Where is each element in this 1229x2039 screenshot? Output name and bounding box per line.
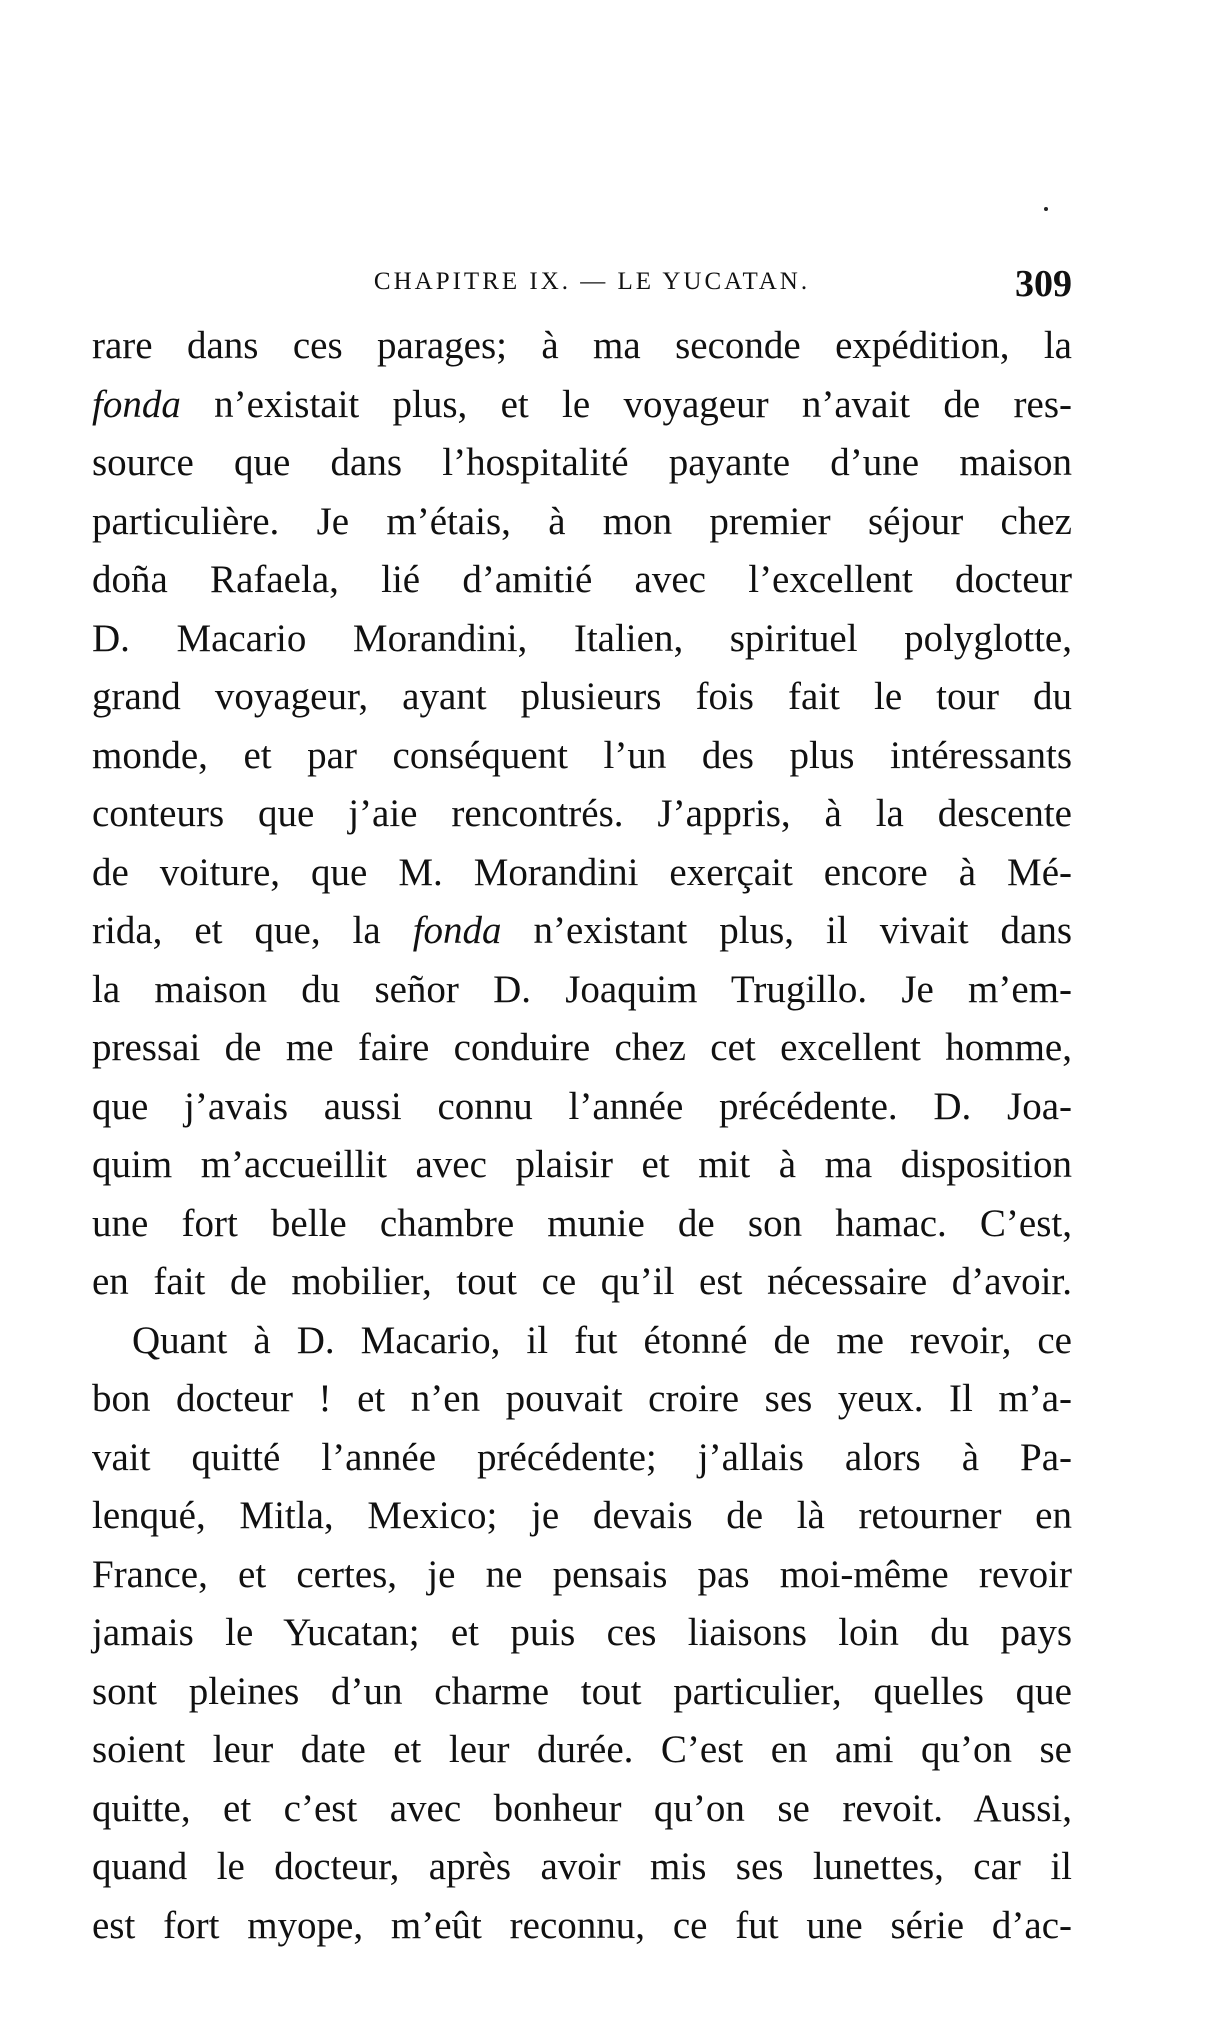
text-line (92, 668, 1072, 727)
text-line (92, 1019, 1072, 1078)
text-segment: sont pleines d’un charme tout particulier, quelles que (92, 1669, 1072, 1713)
text-line (92, 1429, 1072, 1488)
text-segment: une fort belle chambre munie de son hamac. C’est, (92, 1201, 1072, 1245)
text-line (92, 902, 1072, 961)
text-segment: particulière. Je m’étais, à mon premier séjour chez (92, 499, 1072, 543)
page-number: 309 (1015, 263, 1072, 305)
text-line (92, 1487, 1072, 1546)
text-line (92, 1253, 1072, 1312)
text-line (92, 1780, 1072, 1839)
text-segment: lenqué, Mitla, Mexico; je devais de là retourner en (92, 1494, 1072, 1537)
text-line (92, 1604, 1072, 1663)
text-segment: jamais le Yucatan; et puis ces liaisons loin du pays (92, 1611, 1072, 1654)
text-segment: est fort myope, m’eût reconnu, ce fut une série d’ac- (92, 1903, 1072, 1947)
text-line (92, 727, 1072, 786)
text-segment: conteurs que j’aie rencontrés. J’appris, à la descente (92, 792, 1072, 835)
text-segment: monde, et par conséquent l’un des plus intéressants (92, 733, 1072, 777)
text-segment: quand le docteur, après avoir mis ses lunettes, car il (92, 1845, 1072, 1888)
ink-speck (1044, 207, 1048, 211)
text-line (92, 1370, 1072, 1429)
text-segment: source que dans l’hospitalité payante d’une maison (92, 441, 1072, 484)
running-title: CHAPITRE IX. — LE YUCATAN. (373, 268, 811, 295)
text-line (92, 844, 1072, 903)
text-segment: bon docteur ! et n’en pouvait croire ses yeux. Il m’a- (92, 1377, 1072, 1420)
text-segment: D. Macario Morandini, Italien, spirituel polyglotte, (92, 616, 1072, 660)
text-segment: soient leur date et leur durée. C’est en ami qu’on se (92, 1728, 1072, 1771)
text-segment: rare dans ces parages; à ma seconde expédition, la (92, 324, 1072, 367)
text-line (92, 493, 1072, 552)
text-line (92, 610, 1072, 669)
page-header (92, 262, 1072, 306)
text-segment: quitte, et c’est avec bonheur qu’on se revoit. Aussi, (92, 1786, 1072, 1830)
text-line (92, 1546, 1072, 1605)
text-segment: n’existant plus, il vivait dans (501, 909, 1072, 952)
text-line (92, 1312, 1072, 1371)
text-line (92, 1721, 1072, 1780)
text-segment: France, et certes, je ne pensais pas moi-même revoir (92, 1552, 1072, 1596)
text-segment: doña Rafaela, lié d’amitié avec l’excellent docteur (92, 558, 1072, 601)
text-line (92, 1195, 1072, 1254)
text-segment: pressai de me faire conduire chez cet excellent homme, (92, 1026, 1072, 1069)
italic-word: fonda (92, 382, 181, 426)
text-line (92, 1897, 1072, 1956)
text-line (92, 1838, 1072, 1897)
text-line (92, 434, 1072, 493)
text-segment: Quant à D. Macario, il fut étonné de me revoir, ce (132, 1318, 1072, 1362)
text-segment: que j’avais aussi connu l’année précédente. D. Joa- (92, 1084, 1072, 1128)
text-segment: grand voyageur, ayant plusieurs fois fait le tour du (92, 675, 1072, 718)
text-segment: de voiture, que M. Morandini exerçait encore à Mé- (92, 850, 1072, 894)
text-segment: la maison du señor D. Joaquim Trugillo. Je m’em- (92, 967, 1072, 1011)
italic-word: fonda (412, 909, 502, 952)
text-line (92, 1136, 1072, 1195)
text-line (92, 1663, 1072, 1722)
text-segment: vait quitté l’année précédente; j’allais alors à Pa- (92, 1435, 1072, 1479)
text-line (92, 551, 1072, 610)
text-segment: quim m’accueillit avec plaisir et mit à ma disposition (92, 1143, 1072, 1186)
text-line (92, 785, 1072, 844)
body-text (92, 317, 1072, 1955)
text-line (92, 317, 1072, 376)
text-segment: rida, et que, la (92, 909, 413, 952)
text-segment: n’existait plus, et le voyageur n’avait de res- (180, 382, 1072, 426)
text-line (92, 961, 1072, 1020)
text-line (92, 376, 1072, 435)
text-segment: en fait de mobilier, tout ce qu’il est nécessaire d’avoir. (92, 1260, 1072, 1303)
text-line (92, 1078, 1072, 1137)
